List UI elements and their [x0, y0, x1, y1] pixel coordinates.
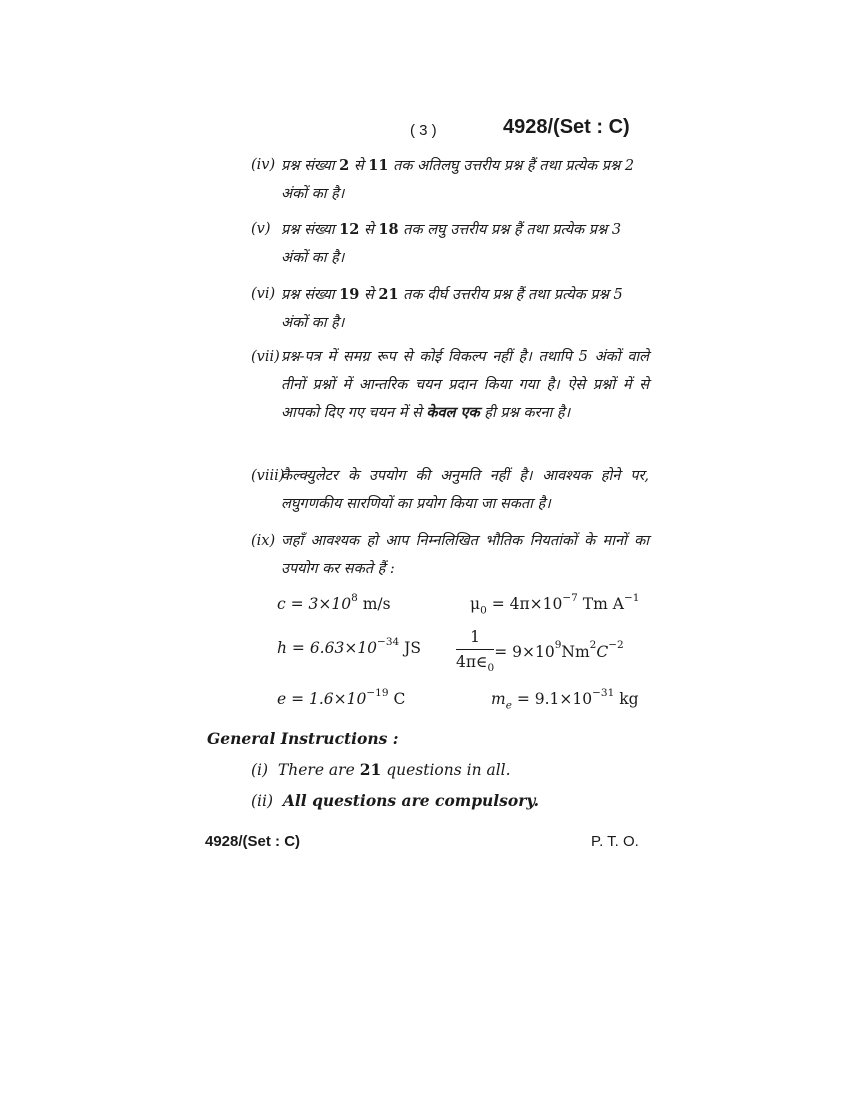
instruction-number: (v) [251, 221, 271, 237]
constant-electron-charge: $e = 1.6\times 10^{-19}$ C [277, 687, 406, 709]
please-turn-over: P. T. O. [591, 833, 639, 850]
general-instruction-i: (i) There are 21 questions in all. [251, 760, 511, 779]
instruction-number: (vi) [251, 286, 276, 302]
instruction-number: (ix) [251, 533, 276, 549]
instruction-viii: (viii) कैल्क्युलेटर के उपयोग की अनुमति नहीं है। आवश्यक होने पर, लघुगणकीय सारणियों का प्रयोग किया जा सकता है। [251, 463, 649, 518]
constant-permeability: $\mu_0 = 4\pi\times 10^{-7}$ Tm $A^{-1}$ [470, 592, 640, 617]
constant-speed-of-light: $c = 3\times 10^8$ m/s [277, 592, 391, 614]
instruction-number: (viii) [251, 468, 285, 484]
instruction-number: (vii) [251, 349, 280, 365]
instruction-vi: (vi) प्रश्न संख्या 19 से 21 तक दीर्घ उत्तरीय प्रश्न हैं तथा प्रत्येक प्रश्न 5 अंकों का है। [251, 281, 649, 337]
instruction-vii: (vii) प्रश्न-पत्र में समग्र रूप से कोई विकल्प नहीं है। तथापि 5 अंकों वाले तीनों प्रश्नों में आन्तरिक चयन प्रदान किया गया है। ऐसे प्रश्नों में से आपको दिए गए चयन में से केवल एक ही प्रश्न करना है। [251, 344, 649, 428]
constant-electron-mass: $m_e = 9.1\times 10^{-31}$ kg [491, 687, 639, 712]
coulomb-fraction: $\frac{1}{4\pi\in_0}$ [456, 628, 495, 675]
constant-coulomb: $\frac{1}{4\pi\in_0}$ = $9\times 10^9Nm^2C^{-2}$ [456, 628, 624, 675]
paper-code-footer: 4928/(Set : C) [205, 833, 301, 850]
instruction-number: (ii) [251, 792, 274, 810]
general-instructions-title: General Instructions : [207, 729, 399, 748]
instruction-number: (i) [251, 761, 269, 779]
page-number: ( 3 ) [410, 122, 437, 139]
instruction-ix: (ix) जहाँ आवश्यक हो आप निम्नलिखित भौतिक नियतांकों के मानों का उपयोग कर सकते हैं : [251, 528, 649, 583]
instruction-iv: (iv) प्रश्न संख्या 2 से 11 तक अतिलघु उत्तरीय प्रश्न हैं तथा प्रत्येक प्रश्न 2 अंकों का है। [251, 152, 649, 208]
constant-planck: $h = 6.63\times 10^{-34}$ JS [277, 636, 421, 658]
general-instruction-ii: (ii) All questions are compulsory. [251, 791, 540, 810]
instruction-v: (v) प्रश्न संख्या 12 से 18 तक लघु उत्तरीय प्रश्न हैं तथा प्रत्येक प्रश्न 3 अंकों का है। [251, 216, 649, 272]
paper-code-header: 4928/(Set : C) [503, 116, 630, 138]
instruction-number: (iv) [251, 157, 276, 173]
